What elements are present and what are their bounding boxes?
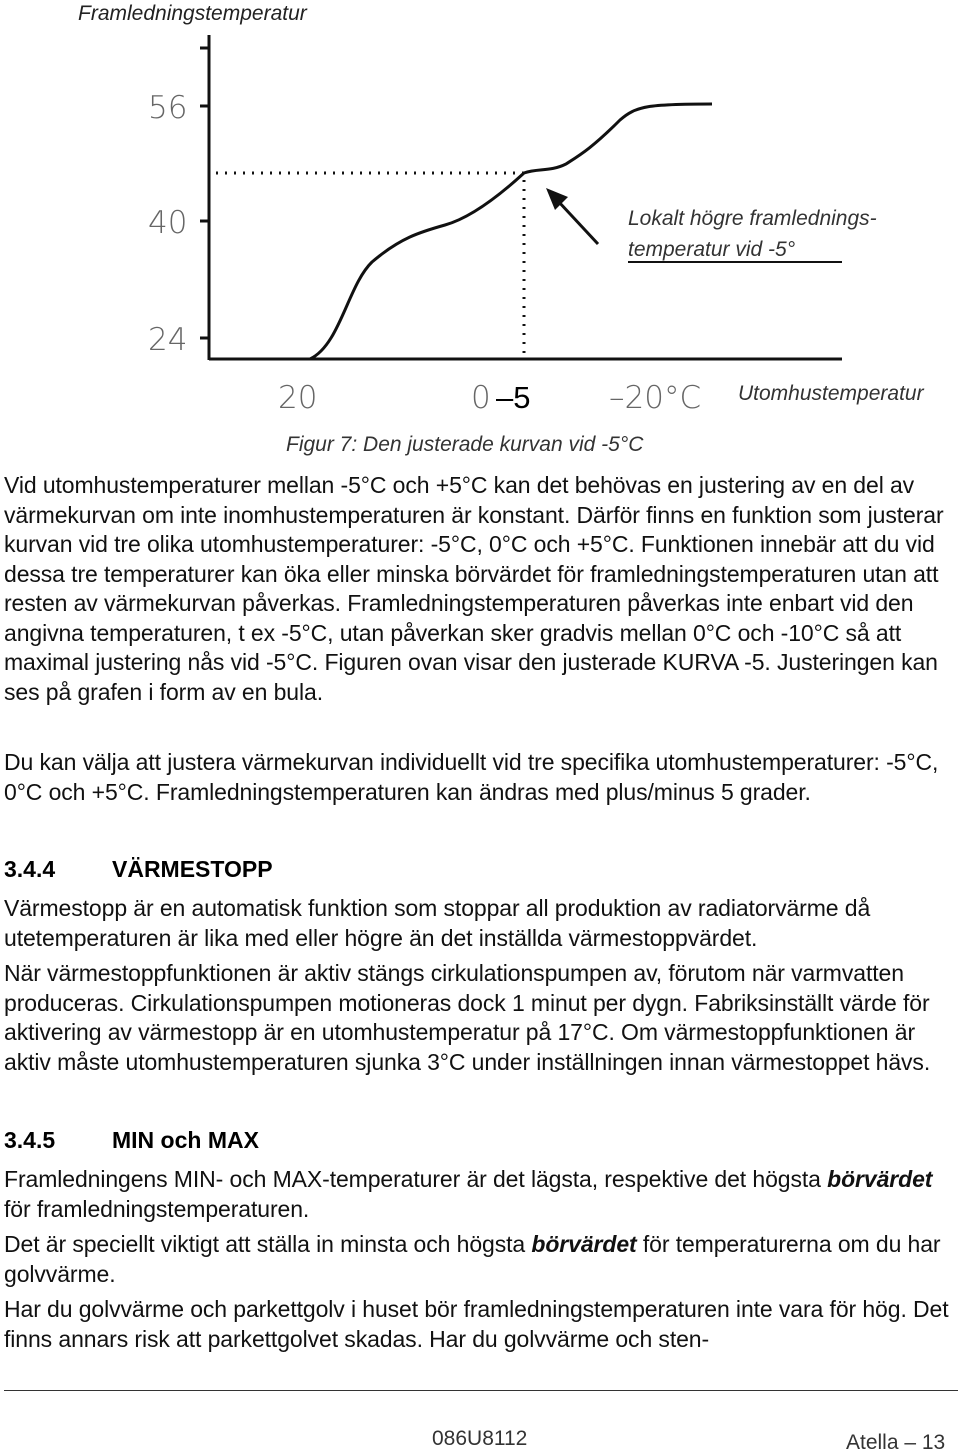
section-number: 3.4.4	[4, 856, 56, 882]
text-run: för framledningstemperaturen.	[4, 1195, 310, 1222]
emphasis-borvardet: börvärdet	[827, 1166, 933, 1192]
paragraph	[4, 1165, 959, 1224]
intro-paragraph-1	[4, 471, 959, 707]
section-title: VÄRMESTOPP	[112, 856, 273, 882]
text-run: för temperaturerna om du har golvvärme.	[4, 1231, 941, 1287]
paragraph: När värmestoppfunktionen är aktiv stängs cirkulationspumpen av, förutom när varmvatten produceras. Cirkulationspumpen motioneras dock 1 minut per dygn. Fabriksinställt värde för aktivering av värmestopp är en utomhustemperatur på 17°C. Om värmestoppfunktionen är aktiv måste utomhustemperaturen sjunka 3°C under inställningen innan värmestoppet hävs.	[4, 960, 931, 1075]
intro-paragraph-2	[4, 748, 959, 807]
document-code: 086U8112	[432, 1427, 528, 1450]
curve-annotation	[628, 203, 877, 265]
annotation-line-2: temperatur vid -5°	[628, 238, 796, 261]
min-max-body	[4, 1165, 959, 1354]
text-run: Det är speciellt viktigt att ställa in minsta och högsta	[4, 1231, 532, 1257]
x-tick-label-0: 0	[471, 380, 491, 416]
figure-caption: Figur 7: Den justerade kurvan vid -5°C	[286, 433, 644, 456]
x-tick-label-minus5: –5	[496, 380, 531, 415]
y-tick-label-56: 56	[148, 90, 188, 126]
x-tick-label-20: 20	[278, 380, 318, 416]
y-tick-label-40: 40	[148, 205, 188, 241]
y-axis-title: Framledningstemperatur	[78, 2, 307, 25]
text-run: Framledningens MIN- och MAX-temperaturer är det lägsta, respektive det högsta	[4, 1166, 828, 1192]
x-tick-label-minus20: –20°C	[609, 380, 702, 416]
section-heading-min-max	[4, 1127, 259, 1154]
emphasis-borvardet: börvärdet	[531, 1231, 637, 1257]
paragraph: Har du golvvärme och parkettgolv i huset bör framledningstemperaturen inte vara för hög. Det finns annars risk att parkettgolvet skadas. Har du golvvärme och sten-	[4, 1296, 949, 1352]
y-tick-label-24: 24	[148, 322, 188, 358]
paragraph: Värmestopp är en automatisk funktion som stoppar all produktion av radiatorvärme då utetemperaturen är lika med eller högre än det inställda värmestoppvärdet.	[4, 895, 871, 951]
paragraph: Vid utomhustemperaturer mellan -5°C och +5°C kan det behövas en justering av en del av värmekurvan om inte inomhustemperaturen är konstant. Därför finns en funktion som justerar kurvan vid tre olika utomhustemperaturer: -5°C, 0°C och +5°C. Funktionen innebär att du vid dessa tre temperaturer kan öka eller minska börvärdet för framledningstemperaturen utan att resten av värmekurvan påverkas. Framledningstemperaturen påverkas inte enbart vid den angivna temperaturen, t ex -5°C, utan påverkan sker gradvis mellan 0°C och -10°C så att maximal justering nås vid -5°C. Figuren ovan visar den justerade KURVA -5. Justeringen kan ses på grafen i form av en bula.	[4, 472, 944, 705]
paragraph: Du kan välja att justera värmekurvan individuellt vid tre specifika utomhustemperaturer: -5°C, 0°C och +5°C. Framledningstemperaturen kan ändras med plus/minus 5 grader.	[4, 749, 939, 805]
annotation-line-1: Lokalt högre framlednings-	[628, 207, 877, 230]
section-title: MIN och MAX	[112, 1127, 259, 1153]
varmestopp-body	[4, 894, 959, 1077]
paragraph	[4, 1230, 959, 1289]
annotation-arrow-line	[558, 201, 598, 244]
section-number: 3.4.5	[4, 1127, 56, 1153]
section-heading-varmestopp	[4, 856, 273, 883]
footer-divider	[4, 1390, 958, 1391]
page-number: Atella – 13	[846, 1431, 946, 1454]
x-axis-title: Utomhustemperatur	[738, 382, 924, 405]
